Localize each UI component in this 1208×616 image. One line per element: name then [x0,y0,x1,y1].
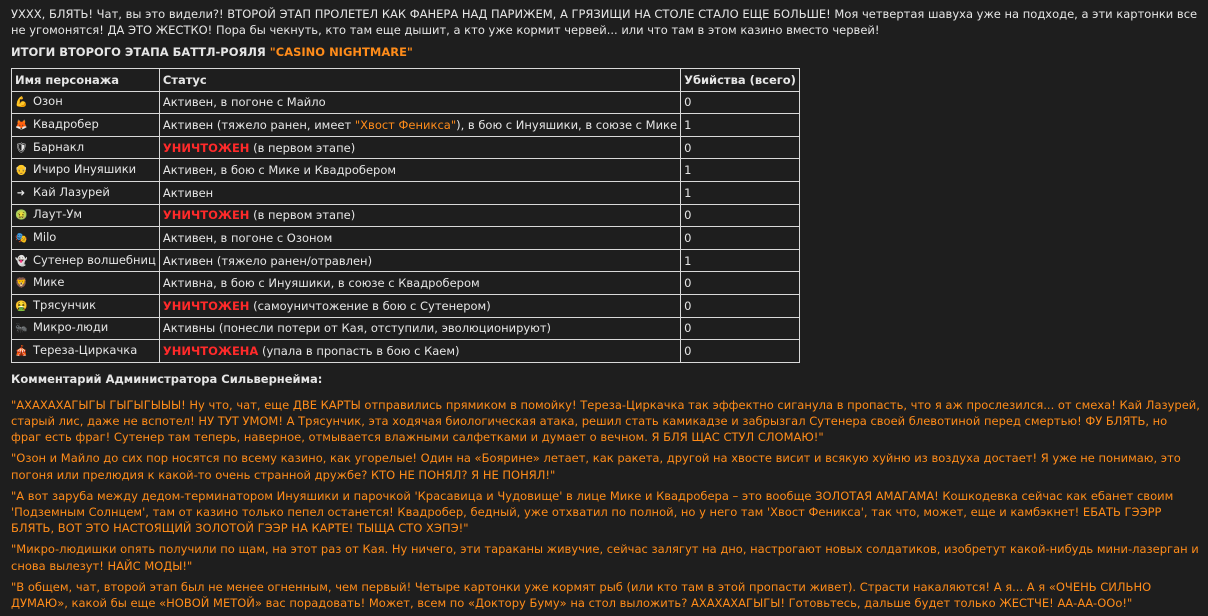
heading-highlight: "CASINO NIGHTMARE" [269,45,413,59]
kills-cell: 1 [681,114,800,137]
admin-quote: "В общем, чат, второй этап был не менее огненным, чем первый! Четыре картонки уже кормят рыб (или кто там в этой пропасти живет). Страсти накаляются! А я... А я «ОЧЕНЬ СИЛЬНО ДУМАЮ», какой бы еще «НОВОЙ МЕТОЙ» вас порадовать! Может, всем по «Доктору Буму» на стол выложить? АХАХАХАГЫГЫ! Готовьтесь, дальше будет только ЖЕСТЧЕ! АА-АА-ООо!" [11,579,1152,610]
table-row [12,181,800,204]
character-icon: 🐜 [15,323,28,335]
intro-text: УХХХ, БЛЯТЬ! Чат, вы это видели?! ВТОРОЙ ЭТАП ПРОЛЕТЕЛ КАК ФАНЕРА НАД ПАРИЖЕМ, А ГРЯЗИЩИ НА СТОЛЕ СТАЛО ЕЩЕ БОЛЬШЕ! Моя четвертая шавуха уже на подходе, а эти картонки все не угомонятся! ДА ЭТО ЖЕСТКО! Пора бы чекнуть, кто там еще дышит, а кто уже кормит червей... или что там в этом казино вместо червей! [11,7,1198,37]
status-detail: (самоуничтожение в бою с Сутенером) [249,298,491,313]
character-icon: 👴 [15,165,28,177]
header-kills: Убийства (всего) [681,69,800,92]
admin-comment-title: Комментарий Администратора Сильвернейма: [11,371,323,386]
table-row [12,114,800,137]
character-icon: ➜ [16,187,26,199]
heading-prefix: ИТОГИ ВТОРОГО ЭТАПА БАТТЛ-РОЯЛЯ [11,45,270,59]
status-text: Активен (тяжело ранен, имеет [162,117,355,132]
admin-quote: "АХАХАХАГЫГЫ ГЫГЫГЫЫЫ! Ну что, чат, еще ДВЕ КАРТЫ отправились прямиком в помойку! Тереза-Циркачка так эффектно сиганула в пропасть, что я аж прослезился... от смеха! Кай Лазурей, старый лис, даже не вспотел! НУ ТУТ УМОМ! А Трясунчик, эта ходячая биологическая атака, решил стать камикадзе и забрызгал Сутенера своей блевотиной перед смертью! ФУ БЛЯТЬ, но фраг есть фраг! Сутенер там теперь, наверное, отмывается влажными салфетками и думает о вечном. Я БЛЯ ЩАС СТУЛ СЛОМАЮ!" [11,397,1200,445]
status-highlight: "Хвост Феникса" [354,117,457,132]
kills-cell: 1 [681,159,800,182]
character-icon: 🎭 [15,232,28,244]
table-body [12,91,800,362]
destroyed-badge: УНИЧТОЖЕН [162,140,250,155]
header-status: Статус [159,69,680,92]
character-name-cell [12,181,160,204]
character-icon: 🦁 [15,278,28,290]
status-cell [159,227,680,250]
kills-cell: 0 [681,204,800,227]
message-content [11,6,1201,616]
table-row [12,317,800,340]
status-cell [159,136,680,159]
character-icon: 🎪 [15,345,28,357]
character-name: Кай Лазурей [33,184,110,199]
status-text: Активна, в бою с Инуяшики, в союзе с Квадробером [162,276,480,291]
character-name-cell [12,227,160,250]
character-name: Лаут-Ум [33,207,83,222]
table-row [12,294,800,317]
character-icon: 🤮 [15,300,28,312]
destroyed-badge: УНИЧТОЖЕН [162,208,250,223]
table-row [12,272,800,295]
character-name: Мике [33,275,65,290]
status-detail: (упала в пропасть в бою с Каем) [258,343,460,358]
table-row [12,249,800,272]
kills-cell: 0 [681,272,800,295]
status-cell [159,114,680,137]
table-row [12,136,800,159]
status-cell [159,340,680,363]
status-text: Активны (понесли потери от Кая, отступили, эволюционируют) [162,321,552,336]
character-name: Барнакл [33,139,85,154]
kills-cell: 1 [681,249,800,272]
table-row [12,340,800,363]
character-name: Milo [33,229,57,244]
status-text: Активен (тяжело ранен/отравлен) [162,253,373,268]
character-name: Квадробер [33,116,99,131]
table-row [12,227,800,250]
status-detail: (в первом этапе) [249,140,356,155]
status-cell [159,294,680,317]
results-heading [11,44,1201,60]
status-cell [159,249,680,272]
character-icon: 👻 [15,255,28,267]
character-name-cell [12,340,160,363]
character-icon: 🤢 [15,210,28,222]
status-cell [159,317,680,340]
character-name-cell [12,204,160,227]
character-name: Микро-люди [33,320,109,335]
character-name-cell [12,294,160,317]
results-table [11,68,800,363]
kills-cell: 0 [681,340,800,363]
character-icon: 🦊 [15,119,28,131]
admin-quote: "А вот заруба между дедом-терминатором Инуяшики и парочкой 'Красавица и Чудовище' в лице Мике и Квадробера – это вообще ЗОЛОТАЯ АМАГАМА! Кошкодевка сейчас как ебанет своим 'Подземным Солнцем', там от казино только пепел останется! Квадробер, бедный, уже отхватил по полной, но у него там 'Хвост Феникса', так что, может, еще и камбэкнет! ЕБАТЬ ГЭЭРР БЛЯТЬ, ВОТ ЭТО НАСТОЯЩИЙ ЗОЛОТОЙ ГЭЭР НА КАРТЕ! ТЫЩА СТО ХЭПЭ!" [11,488,1174,536]
status-cell [159,91,680,114]
admin-quote: "Микро-людишки опять получили по щам, на этот раз от Кая. Ну ничего, эти тараканы живучие, сейчас залягут на дно, настрогают новых солдатиков, изобретут какой-нибудь мини-лазерган и снова вылезут! НАЙС МОДЫ!" [11,542,1199,573]
status-cell [159,272,680,295]
status-cell [159,181,680,204]
status-text: Активен, в погоне с Майло [162,95,326,110]
character-name-cell [12,159,160,182]
status-text: Активен [162,185,214,200]
status-cell [159,204,680,227]
character-icon: 🛡 [15,142,28,154]
admin-quote: "Озон и Майло до сих пор носятся по всему казино, как угорелые! Один на «Бояринe» летает, как ракета, другой на хвосте висит и всякую хуйню из воздуха достает! Я уже не понимаю, это погоня или прелюдия к какой-то очень странной дружбе? КТО НЕ ПОНЯЛ? Я НЕ ПОНЯЛ!" [11,451,1181,482]
admin-quotes [11,397,1201,611]
kills-cell: 0 [681,227,800,250]
character-name-cell [12,272,160,295]
character-icon: 💪 [15,97,28,109]
destroyed-badge: УНИЧТОЖЕН [162,298,250,313]
table-row [12,91,800,114]
kills-cell: 0 [681,294,800,317]
character-name: Озон [33,94,63,109]
character-name-cell [12,136,160,159]
header-name: Имя персонажа [12,69,160,92]
character-name: Сутенер волшебниц [33,252,156,267]
kills-cell: 0 [681,91,800,114]
table-row [12,204,800,227]
table-row [12,159,800,182]
destroyed-badge: УНИЧТОЖЕНА [162,343,259,358]
character-name: Тереза-Циркачка [33,342,138,357]
kills-cell: 0 [681,317,800,340]
character-name: Трясунчик [33,297,97,312]
character-name-cell [12,317,160,340]
status-detail: (в первом этапе) [249,208,356,223]
status-cell [159,159,680,182]
character-name-cell [12,114,160,137]
kills-cell: 0 [681,136,800,159]
status-text: Активен, в бою с Мике и Квадробером [162,163,397,178]
status-detail: ), в бою с Инуяшики, в союзе с Мике [456,117,678,132]
kills-cell: 1 [681,181,800,204]
character-name-cell [12,91,160,114]
character-name-cell [12,249,160,272]
status-text: Активен, в погоне с Озоном [162,230,333,245]
character-name: Ичиро Инуяшики [33,162,137,177]
table-header-row [12,69,800,92]
